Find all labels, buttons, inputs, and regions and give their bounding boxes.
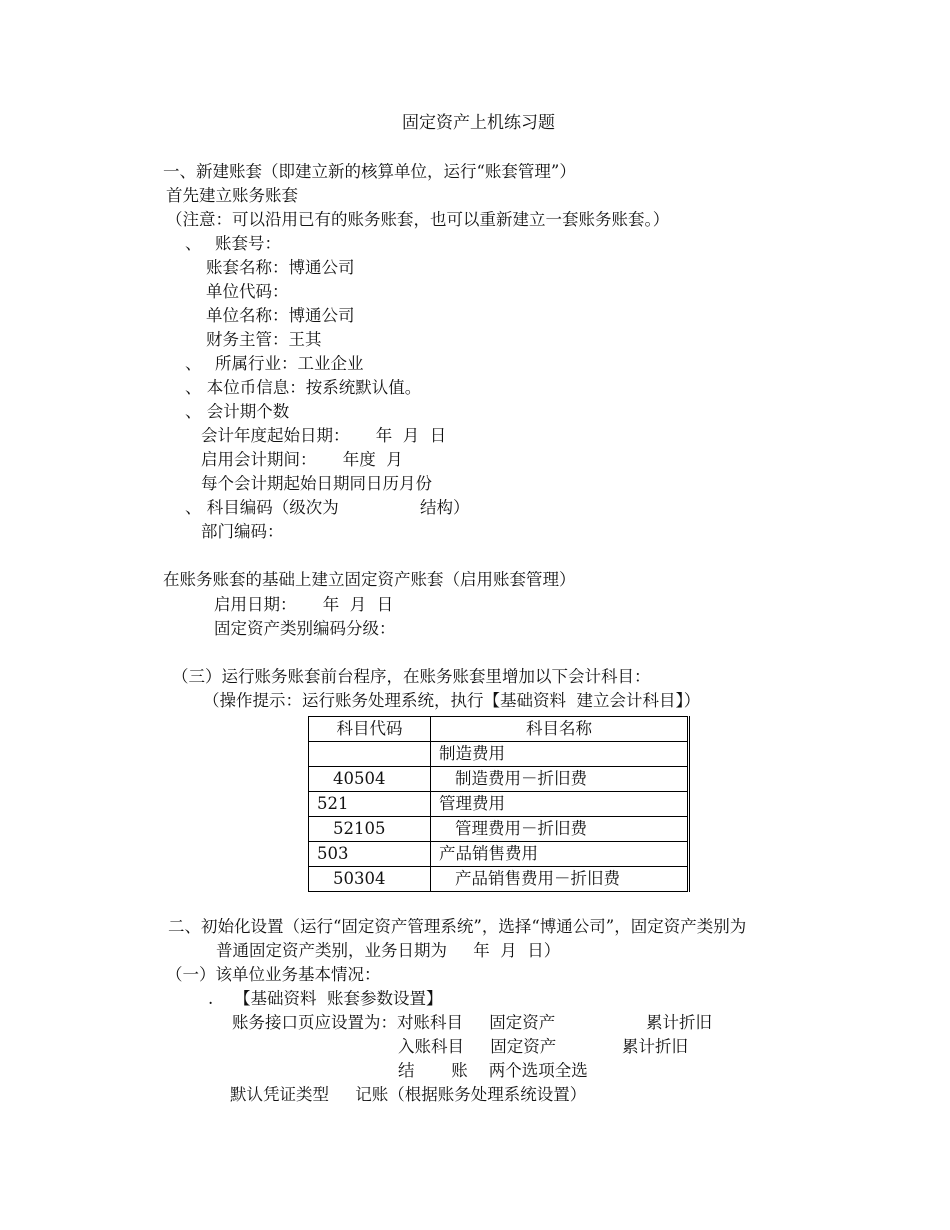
table-row (309, 792, 689, 817)
operation-hint: （操作提示：运行账务处理系统，执行【基础资料 建立会计科目】） (203, 691, 701, 710)
section2-part1: （一）该单位业务基本情况： (166, 965, 381, 984)
entry-subject: 入账科目 固定资产 (398, 1037, 557, 1056)
header-name: 科目名称 (431, 717, 689, 742)
period-start: 每个会计期起始日期同日历月份 (201, 474, 432, 493)
row-name: 产品销售费用－折旧费 (431, 867, 689, 892)
row-code (309, 742, 431, 767)
row-code: 40504 (309, 767, 431, 792)
row-code: 50304 (309, 867, 431, 892)
item4-periods: 、 会计期个数 (185, 402, 290, 421)
default-voucher-type: 默认凭证类型 记账（根据账务处理系统设置） (230, 1085, 587, 1104)
part3-heading: （三）运行账务账套前台程序，在账务账套里增加以下会计科目： (172, 667, 651, 686)
table-header-row (309, 717, 689, 742)
table-row (309, 817, 689, 842)
step-parameter-settings: 【基础资料 账套参数设置】 (234, 989, 443, 1008)
row-name: 制造费用 (431, 742, 689, 767)
asset-class-code: 固定资产类别编码分级： (214, 619, 396, 638)
row-code: 52105 (309, 817, 431, 842)
item5-coding-a: 、 科目编码（级次为 (185, 498, 339, 517)
row-code: 521 (309, 792, 431, 817)
row-code: 503 (309, 842, 431, 867)
row-name: 管理费用－折旧费 (431, 817, 689, 842)
enable-date: 启用日期： 年 月 日 (214, 595, 394, 614)
interface-check-depr: 累计折旧 (646, 1013, 712, 1032)
item2-prefix: 、 (185, 354, 202, 373)
page-title: 固定资产上机练习题 (402, 113, 555, 133)
table-row (309, 767, 689, 792)
table-row (309, 842, 689, 867)
table-row (309, 867, 689, 892)
section1-heading: 一、新建账套（即建立新的核算单位，运行“账套管理”） (163, 162, 576, 181)
close-options: 结 账 两个选项全选 (398, 1061, 588, 1080)
dept-code: 部门编码： (201, 522, 284, 541)
enable-period: 启用会计期间： 年度 月 (201, 450, 403, 469)
header-code: 科目代码 (309, 717, 431, 742)
row-name: 产品销售费用 (431, 842, 689, 867)
row-name: 管理费用 (431, 792, 689, 817)
table-row (309, 742, 689, 767)
finance-head: 财务主管：王其 (206, 330, 322, 349)
item3-currency: 、 本位币信息：按系统默认值。 (185, 378, 422, 397)
unit-code: 单位代码： (206, 282, 289, 301)
fiscal-year-start: 会计年度起始日期： 年 月 日 (201, 426, 447, 445)
interface-check-subject: 账务接口页应设置为：对账科目 固定资产 (232, 1013, 556, 1032)
item1-prefix: 、 (185, 234, 202, 253)
step-prefix: . (208, 989, 214, 1008)
section2-heading: 二、初始化设置（运行“固定资产管理系统”，选择“博通公司”，固定资产类别为 (168, 917, 747, 936)
item2-industry: 所属行业：工业企业 (215, 354, 364, 373)
entry-depr: 累计折旧 (622, 1037, 688, 1056)
row-name: 制造费用－折旧费 (431, 767, 689, 792)
section2-heading-cont: 普通固定资产类别，业务日期为 年 月 日） (216, 941, 561, 960)
section1-sub2: 在账务账套的基础上建立固定资产账套（启用账套管理） (163, 570, 576, 589)
account-subject-table (308, 716, 690, 892)
section1-note: （注意：可以沿用已有的账务账套，也可以重新建立一套账务账套。） (166, 210, 670, 229)
unit-name: 单位名称：博通公司 (206, 306, 355, 325)
account-name: 账套名称：博通公司 (206, 258, 355, 277)
item1-label: 账套号： (215, 234, 281, 253)
item5-coding-b: 结构） (420, 498, 470, 517)
section1-sub1: 首先建立账务账套 (166, 186, 298, 205)
